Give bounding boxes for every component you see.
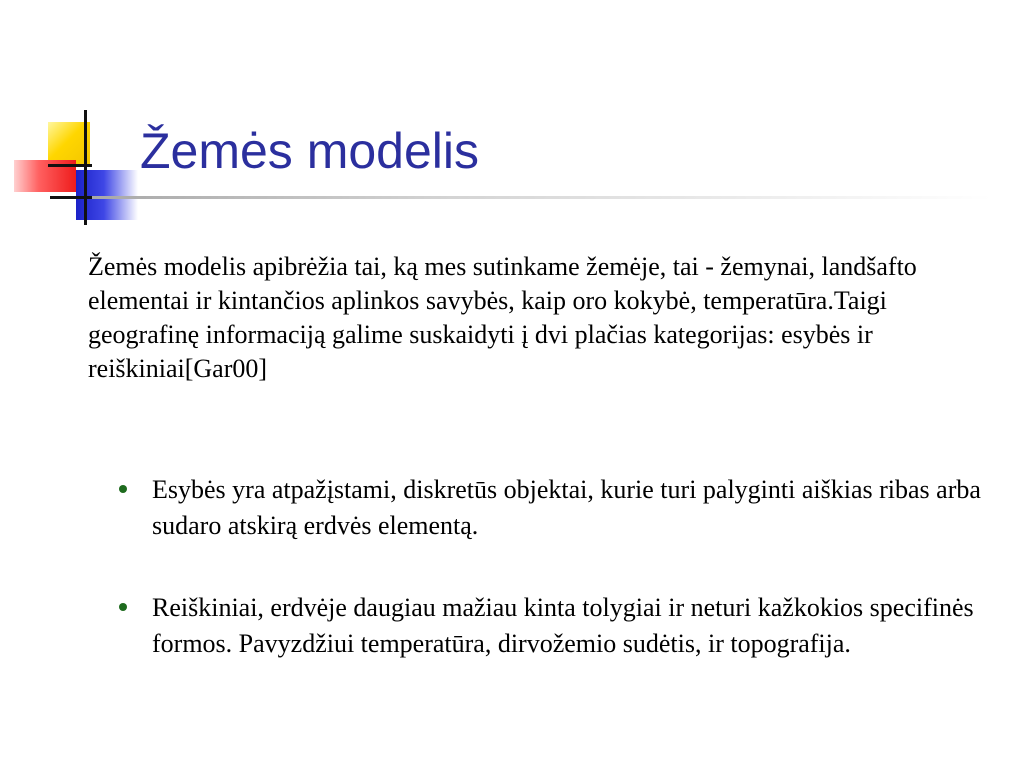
title-underline bbox=[92, 196, 992, 199]
bullet-item bbox=[152, 590, 982, 662]
bullet-list bbox=[152, 472, 982, 708]
horizontal-line-top bbox=[48, 164, 92, 167]
bullet-text: Esybės yra atpažįstami, diskretūs objektai, kurie turi palyginti aiškias ribas arba sudaro atskirą erdvės elementą. bbox=[152, 475, 981, 540]
vertical-line bbox=[84, 110, 87, 225]
bullet-dot-icon bbox=[119, 485, 127, 493]
slide-title: Žemės modelis bbox=[140, 123, 479, 179]
decorative-squares-logo bbox=[0, 100, 150, 230]
bullet-item bbox=[152, 472, 982, 544]
intro-paragraph: Žemės modelis apibrėžia tai, ką mes sutinkame žemėje, tai - žemynai, landšafto elementai ir kintančios aplinkos savybės, kaip oro kokybė, temperatūra.Taigi geografinę informaciją galime suskaidyti į dvi plačias kategorijas: esybės ir reiškiniai[Gar00] bbox=[88, 252, 917, 383]
bullet-dot-icon bbox=[119, 603, 127, 611]
bullet-text: Reiškiniai, erdvėje daugiau mažiau kinta tolygiai ir neturi kažkokios specifinės formos. Pavyzdžiui temperatūra, dirvožemio sudėtis, ir topografija. bbox=[152, 593, 974, 658]
